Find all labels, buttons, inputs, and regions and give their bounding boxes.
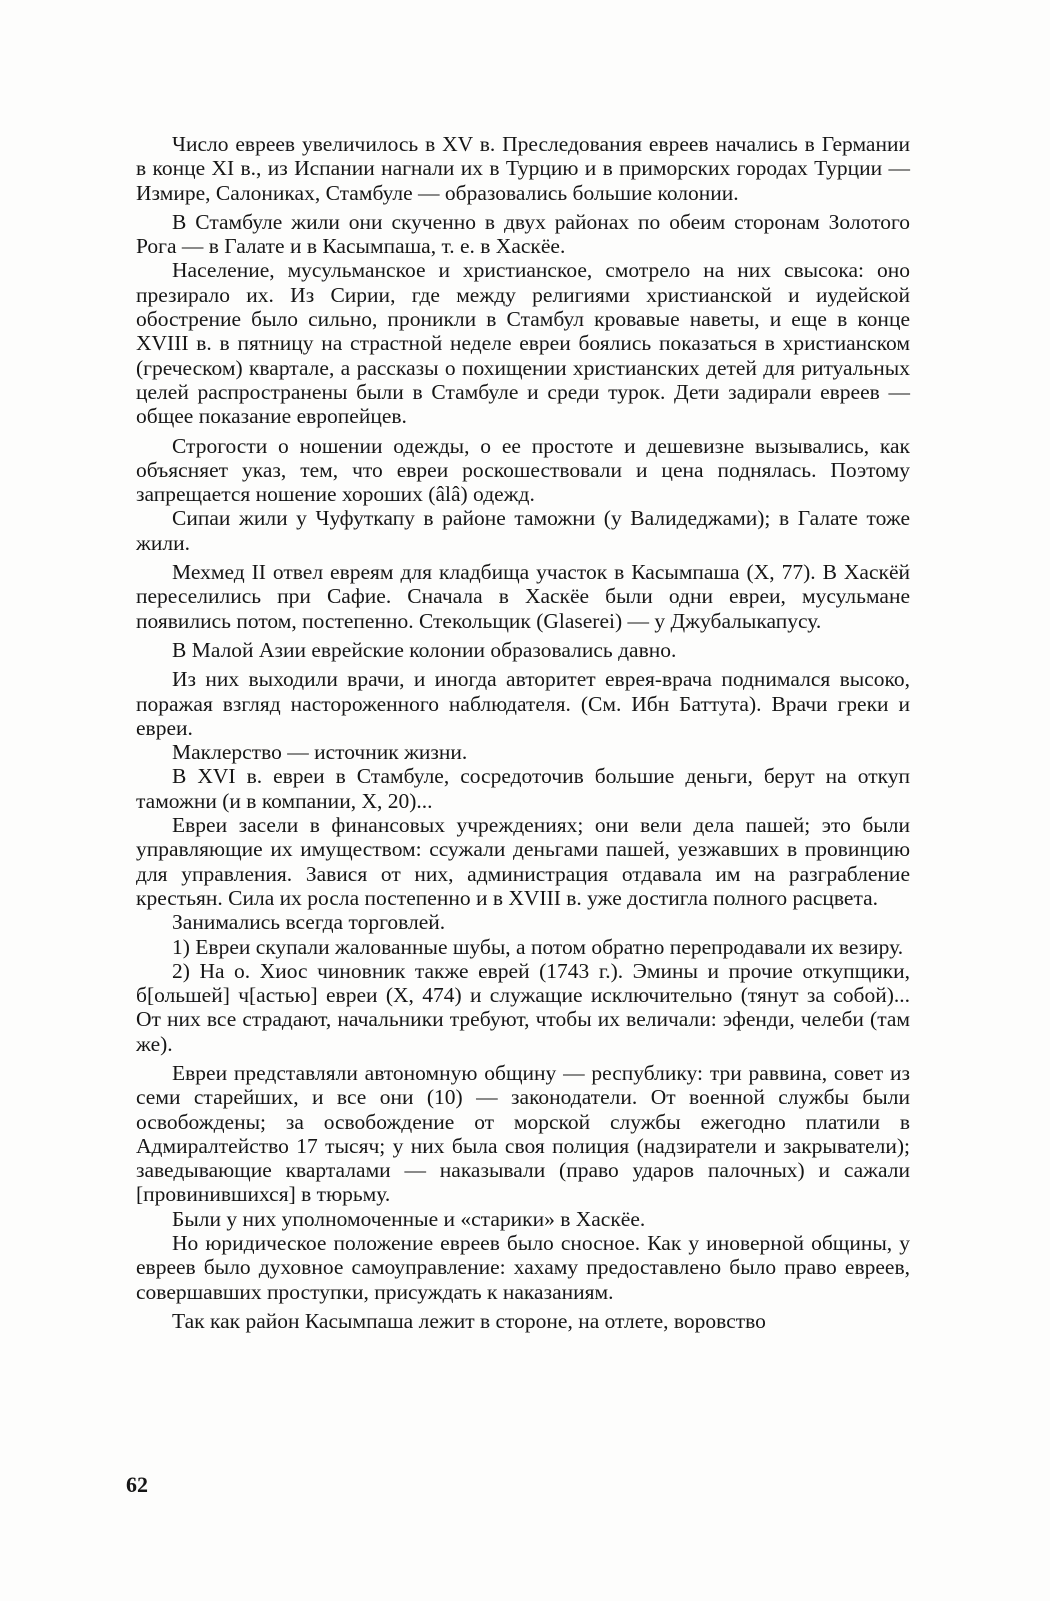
paragraph: Маклерство — источник жизни. [172, 740, 468, 765]
paragraph: Были у них уполномоченные и «старики» в Хаскёе. [172, 1206, 646, 1231]
paragraph: Сипаи жили у Чуфуткапу в районе таможни (у Валидеджами); в Галате тоже жили. [136, 506, 910, 555]
body-text [136, 132, 910, 1333]
paragraph: Евреи представляли автономную общину — республику: три раввина, совет из семи старейших, и все они (10) — законодатели. От военной службы были освобождены; за освобождение от морской службы ежегодно платили в Адмиралтейство 17 тысяч; у них была своя полиция (надзиратели и закрыватели); заведывающие кварталами — наказывали (право ударов палочных) и сажали [провинившихся] в тюрьму. [136, 1060, 910, 1207]
paragraph: Население, мусульманское и христианское, смотрело на них свысока: оно презирало их. Из Сирии, где между религиями христианской и иудейской обострение было сильно, проникли в Стамбул кровавые наветы, и еще в конце XVIII в. в пятницу на страстной неделе евреи боялись показаться в христианском (греческом) квартале, а рассказы о похищении христианских детей для ритуальных целей распространены были в Стамбуле и среди турок. Дети задирали евреев — общее показание европейцев. [136, 258, 910, 429]
paragraph: В Малой Азии еврейские колонии образовались давно. [172, 637, 677, 662]
paragraph: В XVI в. евреи в Стамбуле, сосредоточив большие деньги, берут на откуп таможни (и в компании, X, 20)... [136, 764, 910, 813]
paragraph: Мехмед II отвел евреям для кладбища участок в Касымпаша (X, 77). В Хаскёй переселились при Сафие. Сначала в Хаскёе были одни евреи, мусульмане появились потом, постепенно. Стекольщик (Glaserei) — у Джубалыкапусу. [136, 560, 910, 633]
paragraph: Занимались всегда торговлей. [172, 910, 446, 935]
paragraph: Число евреев увеличилось в XV в. Преследования евреев начались в Германии в конце XI в., из Испании нагнали их в Турцию и в приморских городах Турции — Измире, Салониках, Стамбуле — образовались большие колонии. [136, 132, 910, 205]
paragraph: Из них выходили врачи, и иногда авторитет еврея-врача поднимался высоко, поражая взгляд настороженного наблюдателя. (См. Ибн Баттута). Врачи греки и евреи. [136, 667, 910, 740]
page-number: 62 [126, 1472, 148, 1497]
paragraph: Строгости о ношении одежды, о ее простоте и дешевизне вызывались, как объясняет указ, тем, что евреи роскошествовали и цена поднялась. Поэтому запрещается ношение хороших (âlâ) одежд. [136, 433, 910, 507]
paragraph: 1) Евреи скупали жалованные шубы, а потом обратно перепродавали их везиру. [172, 934, 904, 959]
paragraph: Но юридическое положение евреев было сносное. Как у иноверной общины, у евреев было духовное самоуправление: хахаму предоставлено было право евреев, совершавших проступки, присуждать к наказаниям. [136, 1231, 910, 1304]
paragraph: 2) На о. Хиос чиновник также еврей (1743 г.). Эмины и прочие откупщики, б[ольшей] ч[астью] евреи (X, 474) и служащие исключительно (тянут за собой)... От них все страдают, начальники требуют, чтобы их величали: эфенди, челеби (там же). [136, 958, 910, 1056]
paragraph: Так как район Касымпаша лежит в стороне, на отлете, воровство [172, 1308, 766, 1333]
paragraph: Евреи засели в финансовых учреждениях; они вели дела пашей; это были управляющие их имуществом: ссужали деньгами пашей, уезжавших в провинцию для управления. Завися от них, администрация отдавала им на разграбление крестьян. Сила их росла постепенно и в XVIII в. уже достигла полного расцвета. [136, 813, 910, 910]
paragraph: В Стамбуле жили они скученно в двух районах по обеим сторонам Золотого Рога — в Галате и в Касымпаша, т. е. в Хаскёе. [136, 209, 910, 259]
